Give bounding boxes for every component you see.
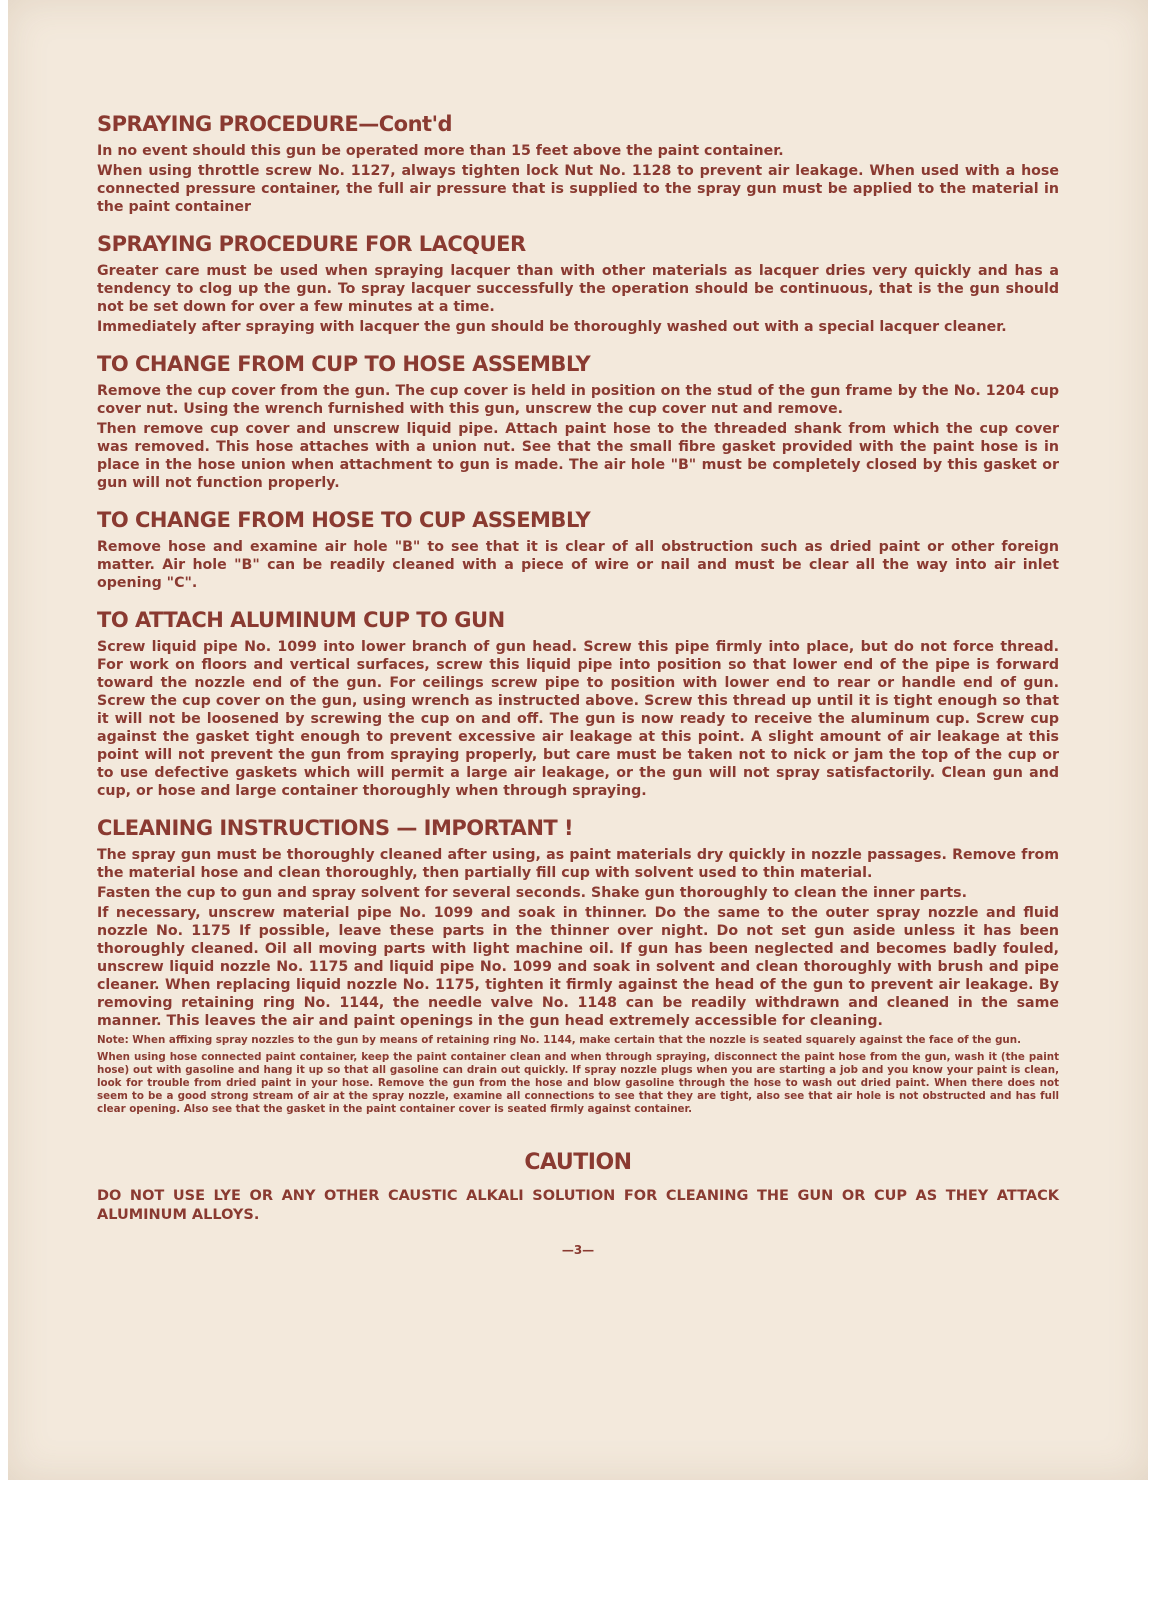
section-title: CLEANING INSTRUCTIONS — IMPORTANT !: [97, 816, 574, 840]
paragraph: When using throttle screw No. 1127, always tighten lock Nut No. 1128 to prevent air leakage. When used with a hose connected pressure container, the full air pressure that is supplied to the spray gun must be applied to the material in the paint container: [97, 163, 1059, 215]
section-title: TO ATTACH ALUMINUM CUP TO GUN: [97, 608, 505, 632]
paragraph: Remove the cup cover from the gun. The cup cover is held in position on the stud of the gun frame by the No. 1204 cup cover nut. Using the wrench furnished with this gun, unscrew the cup cover nut and remove.: [97, 383, 1059, 417]
section-title: TO CHANGE FROM CUP TO HOSE ASSEMBLY: [97, 352, 591, 376]
section-hose-to-cup: [97, 508, 1059, 592]
note-paragraph: Note: When affixing spray nozzles to the gun by means of retaining ring No. 1144, make certain that the nozzle is seated squarely against the face of the gun.: [97, 1034, 1022, 1046]
paragraph: Then remove cup cover and unscrew liquid pipe. Attach paint hose to the threaded shank from which the cup cover was removed. This hose attaches with a union nut. See that the small fibre gasket provided with the paint hose is in place in the hose union when attachment to gun is made. The air hole "B" must be completely closed by this gasket or gun will not function properly.: [97, 421, 1059, 491]
section-spraying-procedure-contd: [97, 112, 1059, 216]
section-cup-to-hose: [97, 352, 1059, 492]
section-title: SPRAYING PROCEDURE—Cont'd: [97, 112, 453, 136]
paragraph: Remove hose and examine air hole "B" to see that it is clear of all obstruction such as dried paint or other foreign matter. Air hole "B" can be readily cleaned with a piece of wire or nail and must be clear all the way into air inlet opening "C".: [97, 539, 1059, 591]
section-attach-cup: [97, 608, 1059, 800]
paragraph: If necessary, unscrew material pipe No. 1099 and soak in thinner. Do the same to the outer spray nozzle and fluid nozzle No. 1175 If possible, leave these parts in the thinner over night. Do not set gun aside unless it has been thoroughly cleaned. Oil all moving parts with light machine oil. If gun has been neglected and becomes badly fouled, unscrew liquid nozzle No. 1175 and liquid pipe No. 1099 and soak in solvent and clean thoroughly with brush and pipe cleaner. When replacing liquid nozzle No. 1175, tighten it firmly against the head of the gun to prevent air leakage. By removing retaining ring No. 1144, the needle valve No. 1148 can be readily withdrawn and cleaned in the same manner. This leaves the air and paint openings in the gun head extremely accessible for cleaning.: [97, 905, 1059, 1029]
section-title: TO CHANGE FROM HOSE TO CUP ASSEMBLY: [97, 508, 591, 532]
paragraph: Immediately after spraying with lacquer the gun should be thoroughly washed out with a special lacquer cleaner.: [97, 319, 1007, 335]
paragraph: In no event should this gun be operated more than 15 feet above the paint container.: [97, 143, 784, 159]
section-spraying-lacquer: [97, 232, 1059, 336]
paragraph: Greater care must be used when spraying lacquer than with other materials as lacquer dries very quickly and has a tendency to clog up the gun. To spray lacquer successfully the operation should be continuous, that is the gun should not be set down for over a few minutes at a time.: [97, 263, 1059, 315]
caution-title: CAUTION: [524, 1150, 632, 1175]
paragraph: Screw liquid pipe No. 1099 into lower branch of gun head. Screw this pipe firmly into place, but do not force thread. For work on floors and vertical surfaces, screw this liquid pipe into position so that lower end of the pipe is forward toward the nozzle end of the gun. For ceilings screw pipe to position with lower end to rear or handle end of gun. Screw the cup cover on the gun, using wrench as instructed above. Screw this thread up until it is tight enough so that it will not be loosened by screwing the cup on and off. The gun is now ready to receive the aluminum cup. Screw cup against the gasket tight enough to prevent excessive air leakage at this point. A slight amount of air leakage at this point will not prevent the gun from spraying properly, but care must be taken not to nick or jam the top of the cup or to use defective gaskets which will permit a large air leakage, or the gun will not spray satisfactorily. Clean gun and cup, or hose and large container thoroughly when through spraying.: [97, 639, 1059, 799]
section-title: SPRAYING PROCEDURE FOR LACQUER: [97, 232, 526, 256]
paragraph: The spray gun must be thoroughly cleaned after using, as paint materials dry quickly in nozzle passages. Remove from the material hose and clean thoroughly, then partially fill cup with solvent used to thin material.: [97, 847, 1059, 881]
note-paragraph: When using hose connected paint container, keep the paint container clean and when through spraying, disconnect the paint hose from the gun, wash it (the paint hose) out with gasoline and hang it up so that all gasoline can drain out quickly. If spray nozzle plugs when you are starting a job and you know your paint is clean, look for trouble from dried paint in your hose. Remove the gun from the hose and blow gasoline through the hose to wash out dried paint. When there does not seem to be a good strong stream of air at the spray nozzle, examine all connections to see that they are tight, also see that air hole is not obstructed and has full clear opening. Also see that the gasket in the paint container cover is seated firmly against container.: [97, 1051, 1059, 1115]
section-cleaning: [97, 816, 1059, 1116]
caution-text: DO NOT USE LYE OR ANY OTHER CAUSTIC ALKALI SOLUTION FOR CLEANING THE GUN OR CUP AS THEY ATTACK ALUMINUM ALLOYS.: [97, 1188, 1059, 1223]
page-number: —3—: [561, 1243, 595, 1257]
paragraph: Fasten the cup to gun and spray solvent for several seconds. Shake gun thoroughly to clean the inner parts.: [97, 885, 967, 901]
document-page: [97, 112, 1059, 1257]
